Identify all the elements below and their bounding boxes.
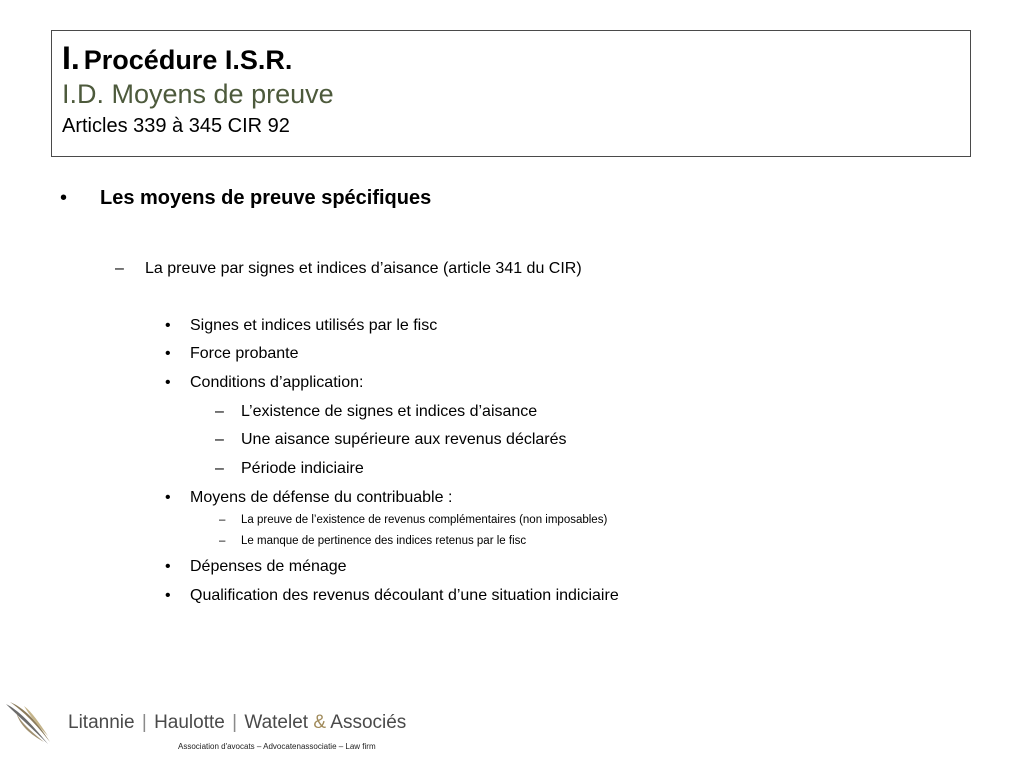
dash-icon: – [115, 260, 124, 277]
section-number: I. [62, 40, 80, 76]
separator-icon: | [141, 712, 147, 733]
bullet-icon: • [165, 587, 171, 604]
sub-item: – La preuve par signes et indices d’aisance (article 341 du CIR) [115, 260, 582, 277]
section-title: Procédure I.S.R. [83, 45, 293, 75]
list-item: • Signes et indices utilisés par le fisc [165, 317, 438, 334]
list-subitem-small: – Le manque de pertinence des indices retenus par le fisc [219, 535, 527, 547]
list-subitem: – Une aisance supérieure aux revenus déclarés [215, 431, 567, 448]
dash-icon: – [215, 431, 224, 448]
list-item: • Dépenses de ménage [165, 558, 347, 575]
separator-icon: | [232, 712, 238, 733]
list-item: • Moyens de défense du contribuable : [165, 489, 453, 506]
slide-subtitle: I.D. Moyens de preuve [62, 79, 334, 109]
bullet-icon: • [165, 558, 171, 575]
bullet-icon: • [165, 374, 171, 391]
dash-icon: – [219, 514, 226, 526]
bullet-icon: • [165, 345, 171, 362]
title-box [51, 30, 971, 157]
bullet-icon: • [60, 187, 68, 209]
list-subitem: – Période indiciaire [215, 460, 364, 477]
list-item: • Conditions d’application: [165, 374, 364, 391]
slide-articles: Articles 339 à 345 CIR 92 [62, 115, 290, 137]
list-subitem-small: – La preuve de l’existence de revenus complémentaires (non imposables) [219, 514, 608, 526]
list-item: • Force probante [165, 345, 299, 362]
dash-icon: – [219, 535, 226, 547]
bullet-icon: • [165, 317, 171, 334]
firm-logo-icon [4, 698, 54, 748]
list-item: • Qualification des revenus découlant d’une situation indiciaire [165, 587, 619, 604]
dash-icon: – [215, 403, 224, 420]
bullet-icon: • [165, 489, 171, 506]
firm-name: Litannie | Haulotte | Watelet & Associés [68, 712, 407, 733]
slide-title [62, 41, 960, 77]
list-subitem: – L’existence de signes et indices d’aisance [215, 403, 538, 420]
bullet-heading: • Les moyens de preuve spécifiques [60, 187, 432, 209]
firm-tagline: Association d'avocats – Advocatenassociatie – Law firm [178, 742, 376, 751]
dash-icon: – [215, 460, 224, 477]
